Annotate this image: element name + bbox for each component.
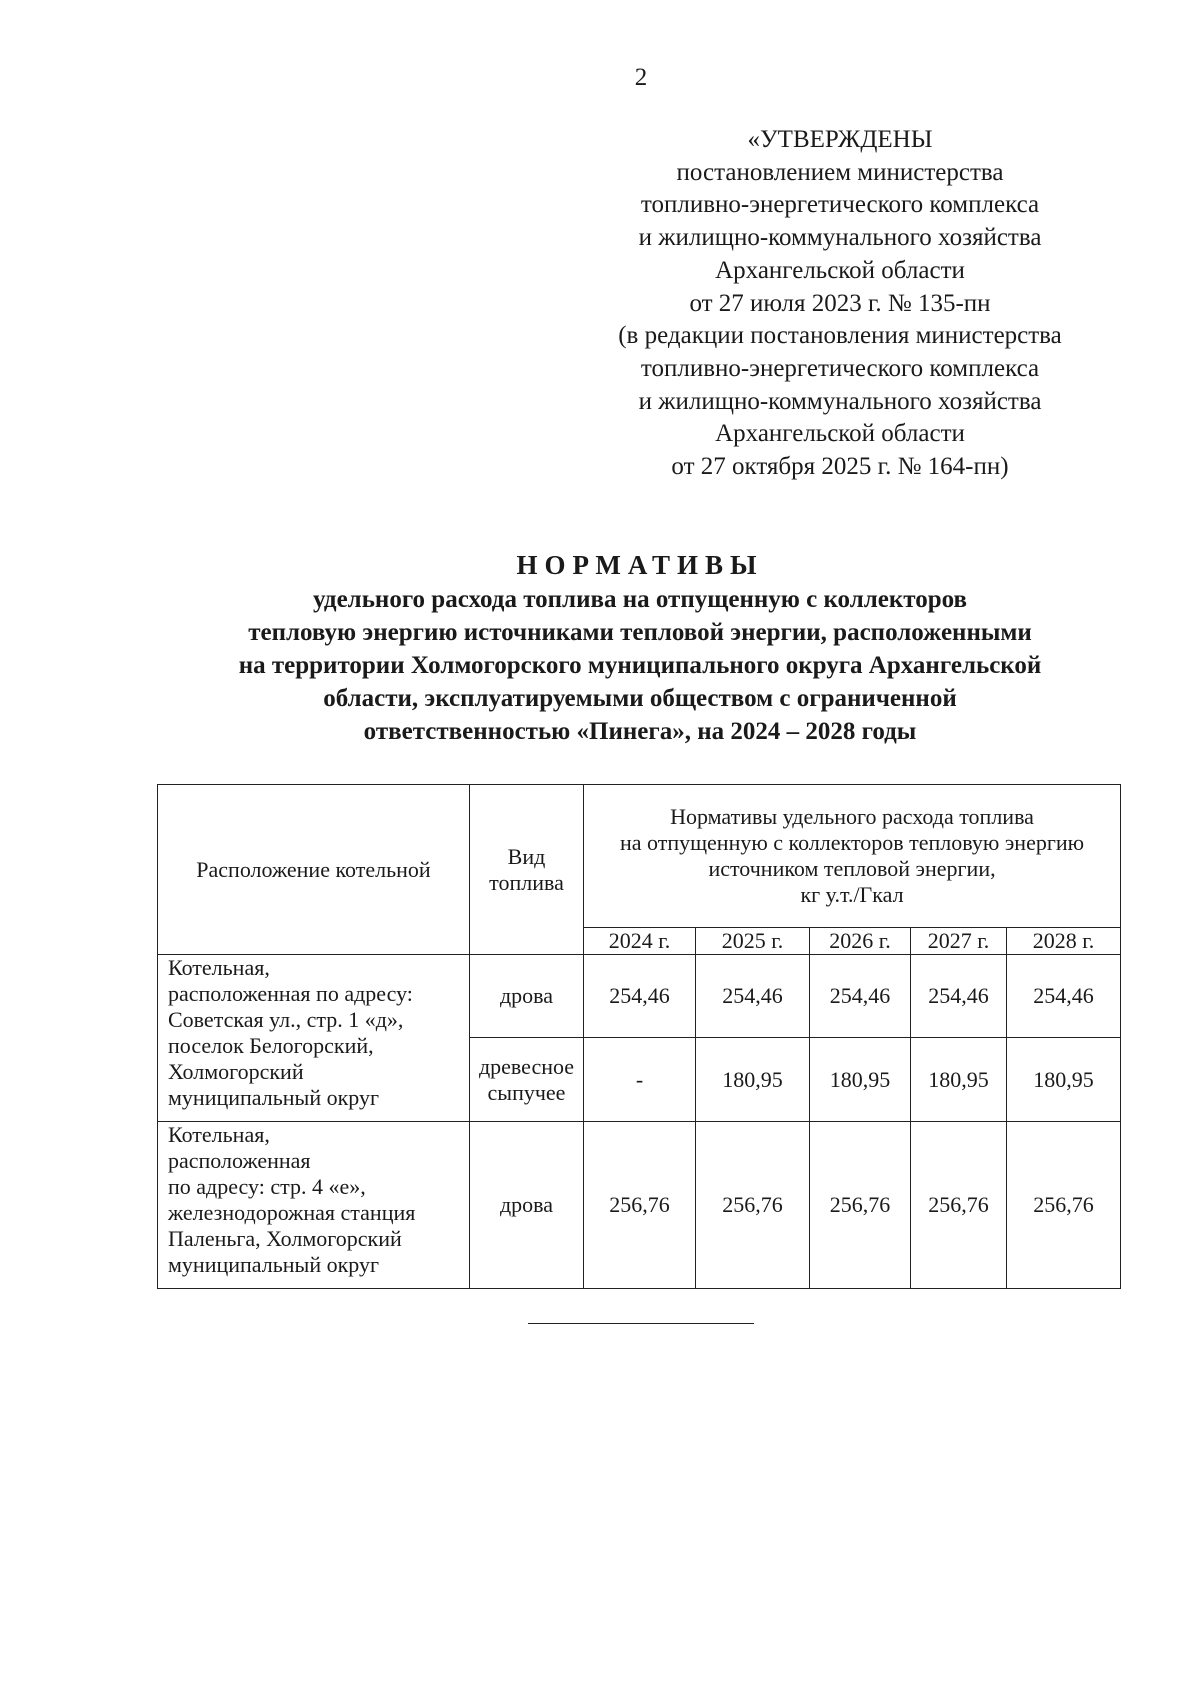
fuel-type-cell xyxy=(470,1038,584,1122)
value-cell: 256,76 xyxy=(1007,1122,1121,1289)
subtitle-line: удельного расхода топлива на отпущенную с коллекторов xyxy=(313,586,967,613)
header-norms-line: кг у.т./Гкал xyxy=(800,882,904,907)
table-row xyxy=(158,955,1121,1038)
fuel-type-line: древесное xyxy=(478,1053,575,1079)
location-line: Котельная, xyxy=(168,955,270,980)
table-header-row xyxy=(158,785,1121,928)
year-header: 2028 г. xyxy=(1007,928,1121,955)
location-line: поселок Белогорский, xyxy=(168,1033,374,1058)
header-norms-line: источником тепловой энергии, xyxy=(708,856,996,881)
location-line: муниципальный округ xyxy=(168,1252,380,1277)
subtitle-line: тепловую энергию источниками тепловой энергии, расположенными xyxy=(248,619,1032,646)
value-cell: 256,76 xyxy=(696,1122,810,1289)
value-cell: 256,76 xyxy=(584,1122,696,1289)
location-line: расположенная по адресу: xyxy=(168,981,413,1006)
value-cell: 254,46 xyxy=(584,955,696,1038)
approval-block xyxy=(540,124,1140,484)
location-line: Паленьга, Холмогорский xyxy=(168,1226,402,1251)
value-cell: 254,46 xyxy=(911,955,1007,1038)
header-norms-line: Нормативы удельного расхода топлива xyxy=(670,804,1034,829)
header-location: Расположение котельной xyxy=(158,785,470,955)
value-cell: 256,76 xyxy=(810,1122,911,1289)
approval-line: и жилищно-коммунального хозяйства xyxy=(638,224,1042,252)
location-line: Котельная, xyxy=(168,1122,270,1147)
value-cell: 254,46 xyxy=(810,955,911,1038)
value-cell: 254,46 xyxy=(696,955,810,1038)
year-header: 2024 г. xyxy=(584,928,696,955)
location-line: Советская ул., стр. 1 «д», xyxy=(168,1007,404,1032)
value-cell: - xyxy=(584,1038,696,1122)
subtitle-line: области, эксплуатируемыми обществом с ограниченной xyxy=(323,685,957,712)
header-norms-line: на отпущенную с коллекторов тепловую энергию xyxy=(619,830,1085,855)
value-cell: 180,95 xyxy=(1007,1038,1121,1122)
value-cell: 180,95 xyxy=(810,1038,911,1122)
approval-line: топливно-энергетического комплекса xyxy=(640,191,1040,219)
boiler-location xyxy=(158,1122,470,1289)
approval-line: от 27 октября 2025 г. № 164-пн) xyxy=(671,453,1009,481)
value-cell: 254,46 xyxy=(1007,955,1121,1038)
subtitle-line: ответственностью «Пинега», на 2024 – 2028 годы xyxy=(363,718,917,745)
location-line: муниципальный округ xyxy=(168,1085,380,1110)
norms-table xyxy=(157,784,1121,1289)
approval-line: «УТВЕРЖДЕНЫ xyxy=(747,126,933,153)
approval-line: от 27 июля 2023 г. № 135-пн xyxy=(689,289,991,317)
value-cell: 256,76 xyxy=(911,1122,1007,1289)
approval-line: Архангельской области xyxy=(715,256,965,284)
header-fuel-line: Вид xyxy=(507,843,546,869)
header-norms xyxy=(584,785,1121,928)
document-subtitle xyxy=(140,583,1140,748)
year-header: 2025 г. xyxy=(696,928,810,955)
year-header: 2026 г. xyxy=(810,928,911,955)
subtitle-line: на территории Холмогорского муниципального округа Архангельской xyxy=(238,652,1042,679)
approval-line: топливно-энергетического комплекса xyxy=(640,354,1040,382)
location-line: Холмогорский xyxy=(168,1059,304,1084)
fuel-type-line: сыпучее xyxy=(487,1079,566,1105)
document-title: НОРМАТИВЫ xyxy=(516,550,764,580)
value-cell: 180,95 xyxy=(696,1038,810,1122)
approval-line: Архангельской области xyxy=(715,420,965,448)
value-cell: 180,95 xyxy=(911,1038,1007,1122)
header-fuel-line: топлива xyxy=(489,869,564,895)
approval-line: и жилищно-коммунального хозяйства xyxy=(638,387,1042,415)
end-separator-line xyxy=(528,1323,754,1324)
page-number: 2 xyxy=(634,64,648,91)
approval-line: постановлением министерства xyxy=(676,158,1004,186)
fuel-type-cell: дрова xyxy=(470,955,584,1038)
approval-line: (в редакции постановления министерства xyxy=(618,322,1062,350)
boiler-location xyxy=(158,955,470,1122)
header-fuel-type xyxy=(470,785,584,955)
location-line: по адресу: стр. 4 «е», xyxy=(168,1174,366,1199)
table-row xyxy=(158,1122,1121,1289)
location-line: расположенная xyxy=(168,1148,311,1173)
location-line: железнодорожная станция xyxy=(168,1200,416,1225)
fuel-type-cell: дрова xyxy=(470,1122,584,1289)
year-header: 2027 г. xyxy=(911,928,1007,955)
